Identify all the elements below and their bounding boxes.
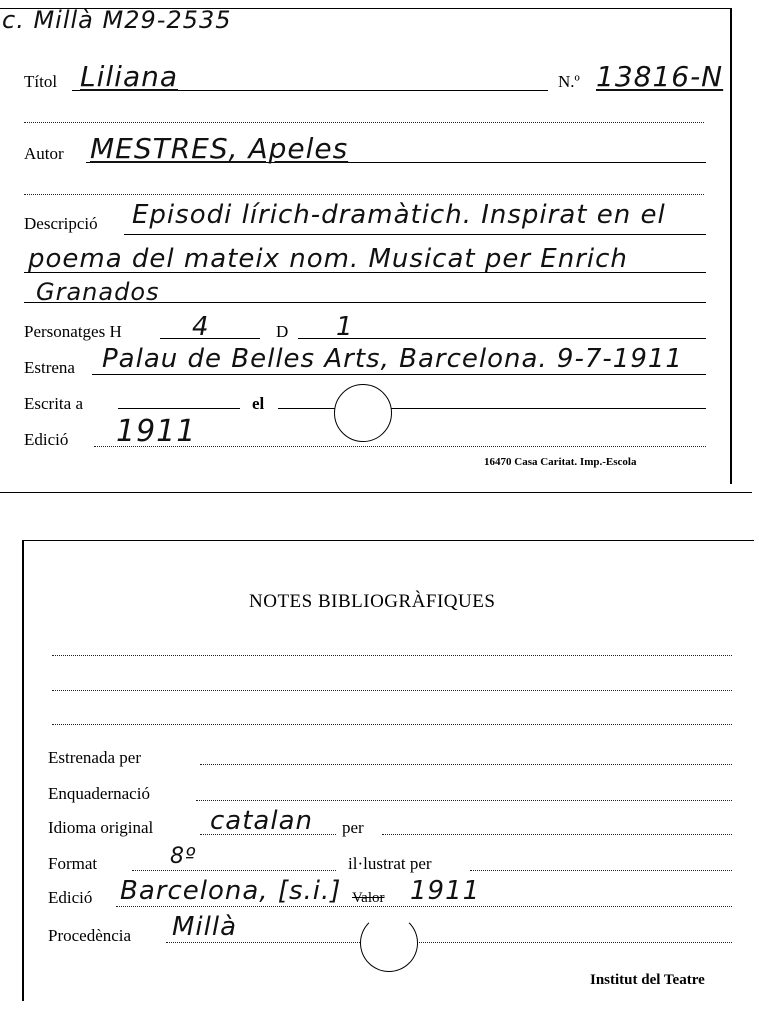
estrenada-label: Estrenada per: [48, 748, 141, 767]
per-line: [382, 834, 732, 835]
edicio-bottom-line: [116, 906, 732, 907]
card-separator: [0, 492, 752, 493]
procedencia-value: Millà: [172, 912, 238, 942]
el-label: el: [252, 394, 265, 413]
dotted-line: [24, 194, 704, 195]
printer-imprint: 16470 Casa Caritat. Imp.-Escola: [484, 456, 637, 468]
edicio-bottom-value: Barcelona, [s.i.]: [120, 876, 342, 906]
edicio-year: 1911: [410, 876, 481, 906]
illustrat-line: [470, 870, 732, 871]
descripcio-rule-3: [24, 302, 706, 303]
personatges-d-line: [298, 338, 706, 339]
estrenada-line: [200, 764, 732, 765]
descripcio-rule-1: [124, 234, 706, 235]
dotted-line: [24, 122, 704, 123]
estrena-line: [92, 374, 706, 375]
procedencia-label: Procedència: [48, 926, 132, 945]
descripcio-line-3: Granados: [36, 278, 160, 306]
personatges-d-value: 1: [336, 312, 354, 342]
edicio-value: 1911: [116, 414, 197, 449]
idioma-value: catalan: [210, 806, 313, 836]
descripcio-label: Descripció: [24, 214, 98, 233]
escrita-label: Escrita a: [24, 394, 83, 413]
dotted-line: [52, 655, 732, 656]
edicio-struck-text: Valor: [352, 890, 385, 906]
format-line: [132, 870, 336, 871]
descripcio-line-1: Episodi lírich-dramàtich. Inspirat en el: [132, 200, 666, 230]
estrena-value: Palau de Belles Arts, Barcelona. 9-7-1911: [102, 344, 683, 374]
edicio-label: Edició: [24, 430, 69, 449]
enquadernacio-label: Enquadernació: [48, 784, 150, 803]
estrena-label: Estrena: [24, 358, 75, 377]
dotted-line: [52, 690, 732, 691]
punch-hole: [360, 914, 418, 972]
illustrat-label: il·lustrat per: [348, 854, 432, 873]
number-label: N.º: [558, 72, 580, 91]
dotted-line: [52, 724, 732, 725]
idioma-label: Idioma original: [48, 818, 154, 837]
titol-value: Liliana: [80, 60, 178, 93]
autor-label: Autor: [24, 144, 64, 163]
format-label: Format: [48, 854, 98, 873]
number-value: 13816-N: [596, 60, 724, 93]
procedencia-line: [166, 942, 732, 943]
descripcio-rule-2: [24, 272, 706, 273]
institution-name: Institut del Teatre: [590, 972, 705, 988]
personatges-h-value: 4: [192, 312, 210, 342]
autor-value: MESTRES, Apeles: [90, 132, 349, 165]
d-label: D: [276, 322, 289, 341]
personatges-h-line: [160, 338, 260, 339]
per-label: per: [342, 818, 364, 837]
notes-heading: NOTES BIBLIOGRÀFIQUES: [249, 591, 496, 612]
enquadernacio-line: [196, 800, 732, 801]
descripcio-line-2: poema del mateix nom. Musicat per Enrich: [28, 244, 628, 274]
punch-hole: [334, 384, 392, 442]
personatges-label: Personatges H: [24, 322, 122, 341]
titol-label: Títol: [24, 72, 58, 91]
escrita-line: [118, 408, 240, 409]
format-value: 8º: [170, 844, 197, 869]
reference-number: c. Millà M29-2535: [2, 6, 232, 34]
edicio-bottom-label: Edició: [48, 888, 93, 907]
